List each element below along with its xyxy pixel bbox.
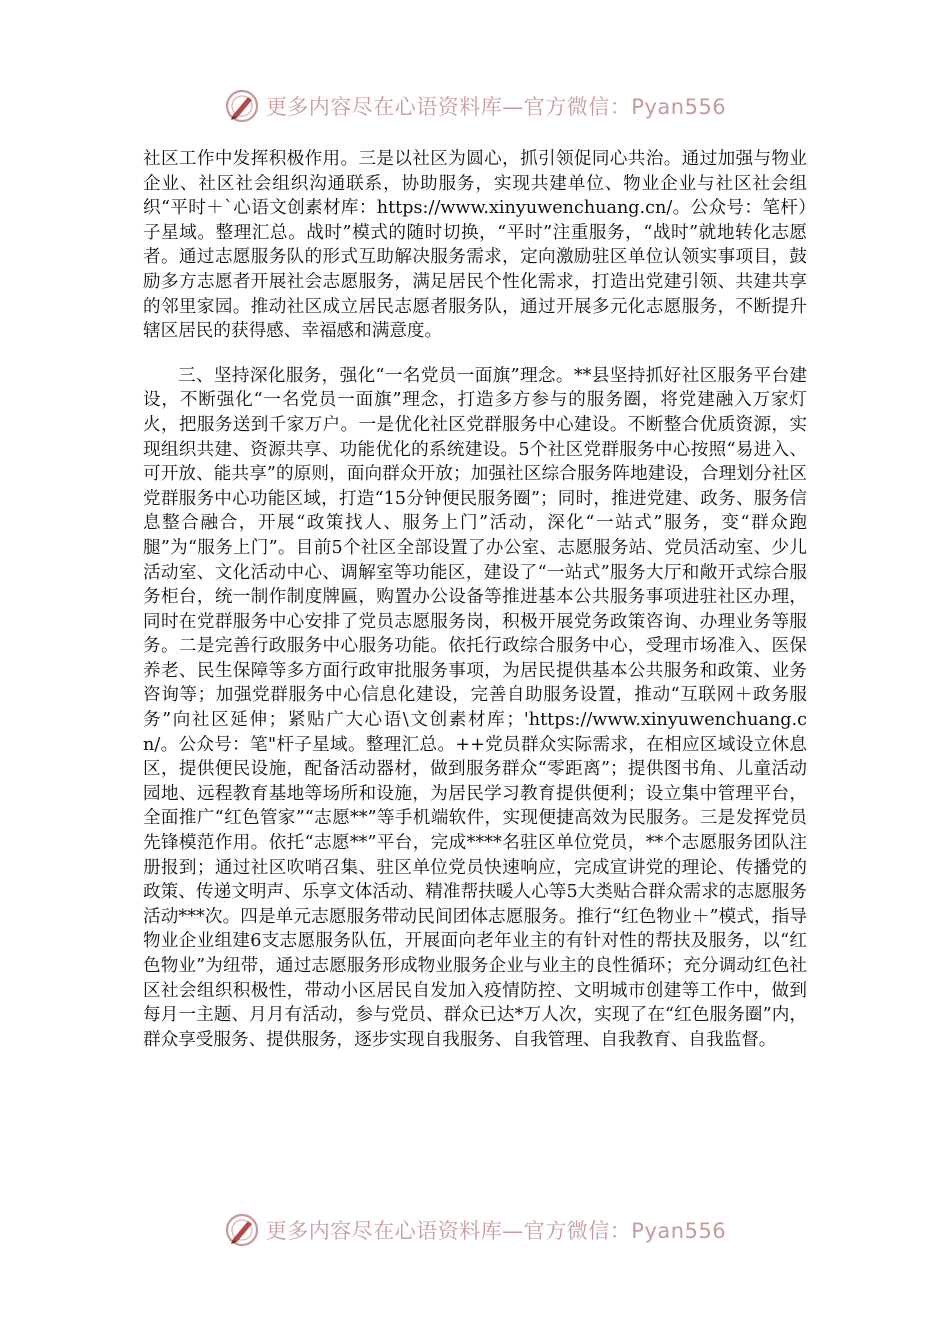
watermark-banner-top — [0, 86, 950, 126]
document-body — [143, 147, 807, 1052]
pen-logo-icon — [224, 1212, 260, 1248]
watermark-banner-bottom — [0, 1210, 950, 1250]
paragraph-1: 社区工作中发挥积极作用。三是以社区为圆心，抓引领促同心共治。通过加强与物业企业、社区社会组织沟通联系，协助服务，实现共建单位、物业企业与社区社会组织“平时＋`心语文创素材库：https://www.xinyuwenchuang.cn/。公众号：笔杆）子星域。整理汇总。战时”模式的随时切换，“平时”注重服务，“战时”就地转化志愿者。通过志愿服务队的形式互助解决服务需求，定向激励驻区单位认领实事项目，鼓励多方志愿者开展社会志愿服务，满足居民个性化需求，打造出党建引领、共建共享的邻里家园。推动社区成立居民志愿者服务队，通过开展多元化志愿服务，不断提升辖区居民的获得感、幸福感和满意度。 — [143, 149, 807, 342]
pen-logo-icon — [224, 88, 260, 124]
watermark-text: 更多内容尽在心语资料库—官方微信：Pyan556 — [265, 95, 727, 119]
paragraph-2: 三、坚持深化服务，强化“一名党员一面旗”理念。**县坚持抓好社区服务平台建设，不断强化“一名党员一面旗”理念，打造多方参与的服务圈，将党建融入万家灯火，把服务送到千家万户。一是优化社区党群服务中心建设。不断整合优质资源，实现组织共建、资源共享、功能优化的系统建设。5个社区党群服务中心按照“易进入、可开放、能共享”的原则，面向群众开放；加强社区综合服务阵地建设，合理划分社区党群服务中心功能区域，打造“15分钟便民服务圈”；同时，推进党建、政务、服务信息整合融合，开展“政策找人、服务上门”活动，深化“一站式”服务，变“群众跑腿”为“服务上门”。目前5个社区全部设置了办公室、志愿服务站、党员活动室、少儿活动室、文化活动中心、调解室等功能区，建设了“一站式”服务大厅和敞开式综合服务柜台，统一制作制度牌匾，购置办公设备等推进基本公共服务事项进驻社区办理，同时在党群服务中心安排了党员志愿服务岗，积极开展党务政策咨询、办理业务等服务。二是完善行政服务中心服务功能。依托行政综合服务中心，受理市场准入、医保养老、民生保障等多方面行政审批服务事项，为居民提供基本公共服务和政策、业务咨询等；加强党群服务中心信息化建设，完善自助服务设置，推动“互联网＋政务服务”向社区延伸；紧贴广大心语\文创素材库；'https://www.xinyuwenchuang.cn/。公众号：笔"杆子星域。整理汇总。++党员群众实际需求，在相应区域设立休息区，提供便民设施，配备活动器材，做到服务群众“零距离”；提供图书角、儿童活动园地、远程教育基地等场所和设施，为居民学习教育提供便利；设立集中管理平台，全面推广“红色管家”“志愿**”等手机端软件，实现便捷高效为民服务。三是发挥党员先锋模范作用。依托“志愿**”平台，完成****名驻区单位党员，**个志愿服务团队注册报到；通过社区吹哨召集、驻区单位党员快速响应，完成宣讲党的理论、传播党的政策、传递文明声、乐享文体活动、精准帮扶暖人心等5大类贴合群众需求的志愿服务活动***次。四是单元志愿服务带动民间团体志愿服务。推行“红色物业＋”模式，指导物业企业组建6支志愿服务队伍，开展面向老年业主的有针对性的帮扶及服务，以“红色物业”为纽带，通过志愿服务形成物业服务企业与业主的良性循环；充分调动红色社区社会组织积极性，带动小区居民自发加入疫情防控、文明城市创建等工作中，做到每月一主题、月月有活动，参与党员、群众已达*万人次，实现了在“红色服务圈”内，群众享受服务、提供服务，逐步实现自我服务、自我管理、自我教育、自我监督。 — [143, 365, 807, 1050]
watermark-text: 更多内容尽在心语资料库—官方微信：Pyan556 — [265, 1219, 727, 1243]
